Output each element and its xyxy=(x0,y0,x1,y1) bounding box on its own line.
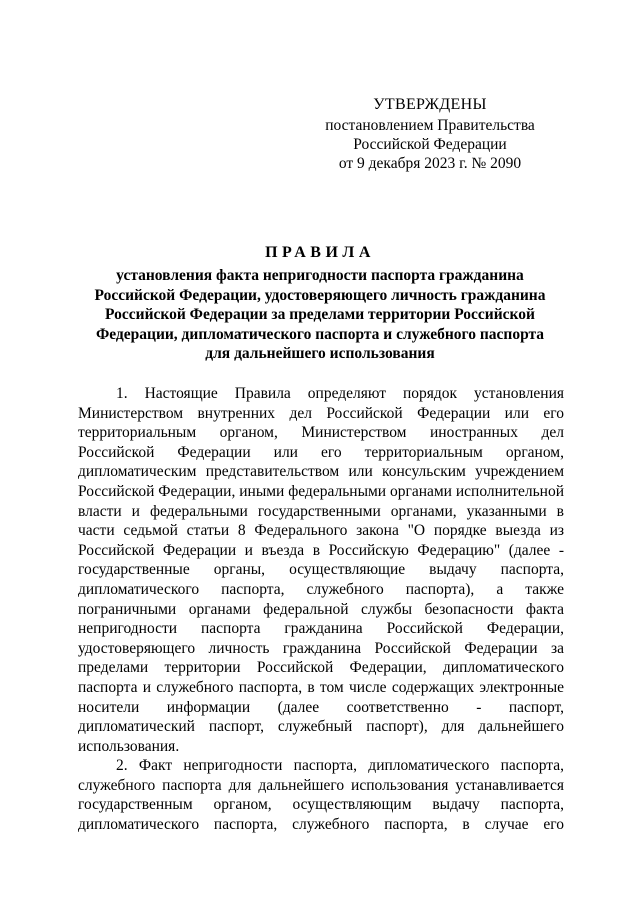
approval-stamp xyxy=(300,95,560,173)
approval-line: постановлением Правительства xyxy=(325,117,535,134)
subtitle-line: Федерации, дипломатического паспорта и служебного паспорта xyxy=(95,325,545,343)
paragraph-2: 2. Факт непригодности паспорта, дипломатического паспорта, служебного паспорта для дальнейшего использования устанавливается государственным органом, осуществляющим выдачу паспорта, дипломатического паспорта, служебного паспорта, в случае его xyxy=(78,757,564,834)
paragraph-1: 1. Настоящие Правила определяют порядок установления Министерством внутренних дел Российской Федерации или его территориальным органом, Министерством иностранных дел Российской Федерации или его территориальным органом, дипломатическим представительством или консульским учреждением Российской Федерации, иными федеральными органами исполнительной власти и федеральными государственными органами, указанными в части седьмой статьи 8 Федерального закона "О порядке выезда из Российской Федерации и въезда в Российскую Федерацию" (далее - государственные органы, осуществляющие выдачу паспорта, дипломатического паспорта, служебного паспорта), а также пограничными органами федеральной службы безопасности факта непригодности паспорта гражданина Российской Федерации, удостоверяющего личность гражданина Российской Федерации за пределами территории Российской Федерации, дипломатического паспорта и служебного паспорта, в том числе содержащих электронные носители информации (далее соответственно - паспорт, дипломатический паспорт, служебный паспорт), для дальнейшего использования. xyxy=(78,385,564,755)
approval-heading: УТВЕРЖДЕНЫ xyxy=(373,96,487,113)
approval-date: от 9 декабря 2023 г. № 2090 xyxy=(338,155,522,172)
document-title: ПРАВИЛА xyxy=(265,244,375,261)
subtitle-line: для дальнейшего использования xyxy=(205,345,435,362)
subtitle-line: Российской Федерации за пределами территории Российской xyxy=(105,306,535,323)
approval-line: Российской Федерации xyxy=(353,136,507,153)
subtitle-line: установления факта непригодности паспорта гражданина xyxy=(116,267,524,284)
document-subtitle xyxy=(80,266,560,364)
subtitle-line: Российской Федерации, удостоверяющего личность гражданина xyxy=(94,286,546,304)
document-body xyxy=(78,384,564,835)
